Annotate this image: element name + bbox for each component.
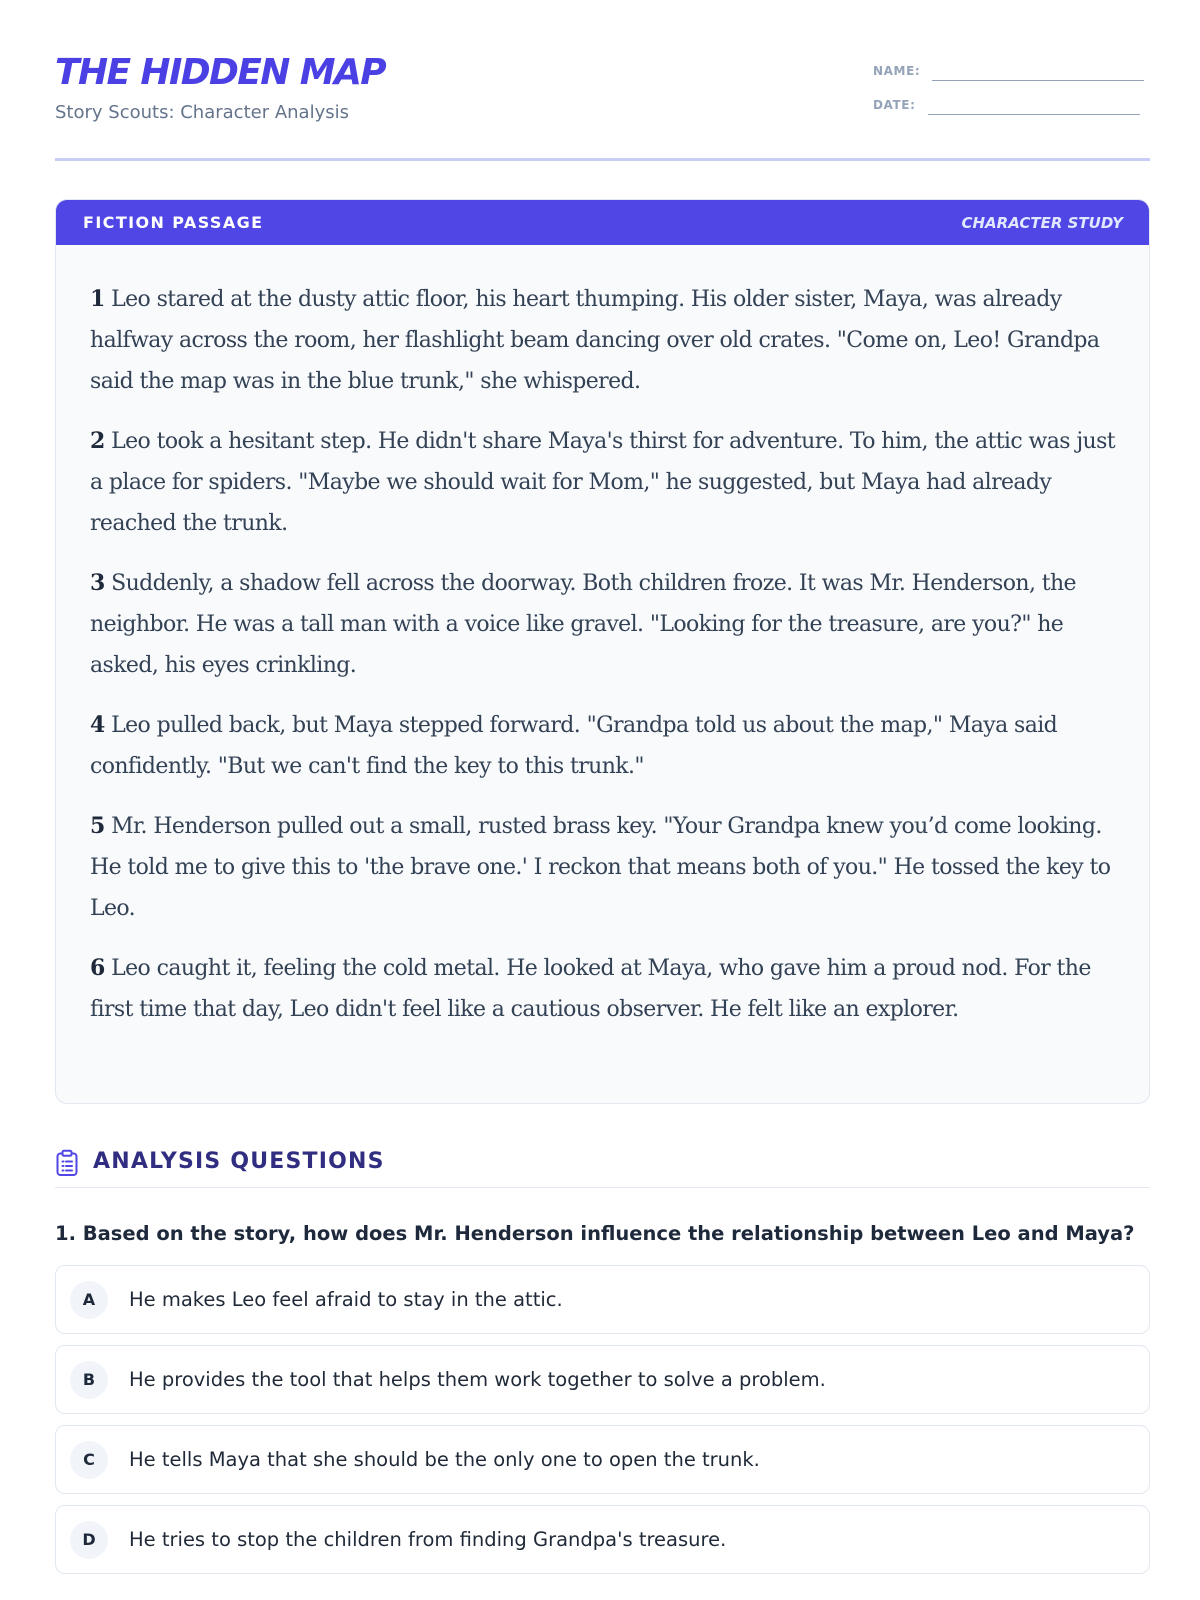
name-field[interactable] <box>873 64 1144 78</box>
paragraph-number: 3 <box>90 570 105 596</box>
passage-paragraph <box>90 806 1116 929</box>
passage-paragraph <box>90 563 1116 686</box>
option-letter-badge: A <box>70 1281 108 1319</box>
date-field[interactable] <box>873 98 1140 112</box>
paragraph-number: 6 <box>90 955 105 981</box>
name-line[interactable] <box>932 80 1144 81</box>
date-label: DATE: <box>873 98 916 112</box>
paragraph-text: Leo stared at the dusty attic floor, his heart thumping. His older sister, Maya, was already halfway across the room, her flashlight beam dancing over old crates. "Come on, Leo! Grandpa said the map was in the blue trunk," she whispered. <box>90 287 1100 394</box>
option-letter-badge: B <box>70 1361 108 1399</box>
clipboard-icon <box>55 1149 79 1177</box>
option-a[interactable] <box>55 1265 1150 1334</box>
option-text: He makes Leo feel afraid to stay in the attic. <box>129 1288 563 1311</box>
option-letter-badge: D <box>70 1521 108 1559</box>
date-line[interactable] <box>928 114 1140 115</box>
worksheet-page <box>55 0 1150 1551</box>
option-b[interactable] <box>55 1345 1150 1414</box>
question-1-text: 1. Based on the story, how does Mr. Henderson influence the relationship between Leo and Maya? <box>55 1222 1135 1245</box>
paragraph-text: Leo pulled back, but Maya stepped forward. "Grandpa told us about the map," Maya said confidently. "But we can't find the key to this trunk." <box>90 713 1058 779</box>
passage-body <box>56 245 1149 1030</box>
passage-tag: CHARACTER STUDY <box>961 213 1123 232</box>
option-c[interactable] <box>55 1425 1150 1494</box>
paragraph-number: 5 <box>90 813 105 839</box>
passage-paragraph <box>90 948 1116 1030</box>
passage-paragraph <box>90 279 1116 402</box>
passage-label: FICTION PASSAGE <box>83 213 264 232</box>
section-heading: ANALYSIS QUESTIONS <box>93 1149 385 1174</box>
passage-card-header <box>56 200 1149 245</box>
paragraph-text: Leo caught it, feeling the cold metal. He looked at Maya, who gave him a proud nod. For the first time that day, Leo didn't feel like a cautious observer. He felt like an explorer. <box>90 956 1091 1022</box>
option-text: He tries to stop the children from finding Grandpa's treasure. <box>129 1528 727 1551</box>
passage-card <box>55 199 1150 1104</box>
page-title: THE HIDDEN MAP <box>55 52 386 93</box>
name-label: NAME: <box>873 64 921 78</box>
analysis-questions-header <box>55 1147 1150 1188</box>
worksheet-header <box>55 0 1150 161</box>
answer-options <box>55 1265 1150 1585</box>
paragraph-number: 1 <box>90 286 105 312</box>
option-text: He provides the tool that helps them work together to solve a problem. <box>129 1368 826 1391</box>
paragraph-number: 2 <box>90 428 105 454</box>
paragraph-number: 4 <box>90 712 105 738</box>
option-text: He tells Maya that she should be the only one to open the trunk. <box>129 1448 760 1471</box>
paragraph-text: Suddenly, a shadow fell across the doorway. Both children froze. It was Mr. Henderson, the neighbor. He was a tall man with a voice like gravel. "Looking for the treasure, are you?" he asked, his eyes crinkling. <box>90 571 1076 678</box>
option-d[interactable] <box>55 1505 1150 1574</box>
passage-paragraph <box>90 421 1116 544</box>
page-subtitle: Story Scouts: Character Analysis <box>55 102 349 123</box>
passage-paragraph <box>90 705 1116 787</box>
paragraph-text: Leo took a hesitant step. He didn't share Maya's thirst for adventure. To him, the attic was just a place for spiders. "Maybe we should wait for Mom," he suggested, but Maya had already reached the trunk. <box>90 429 1116 536</box>
paragraph-text: Mr. Henderson pulled out a small, rusted brass key. "Your Grandpa knew you’d come looking. He told me to give this to 'the brave one.' I reckon that means both of you." He tossed the key to Leo. <box>90 814 1111 921</box>
option-letter-badge: C <box>70 1441 108 1479</box>
